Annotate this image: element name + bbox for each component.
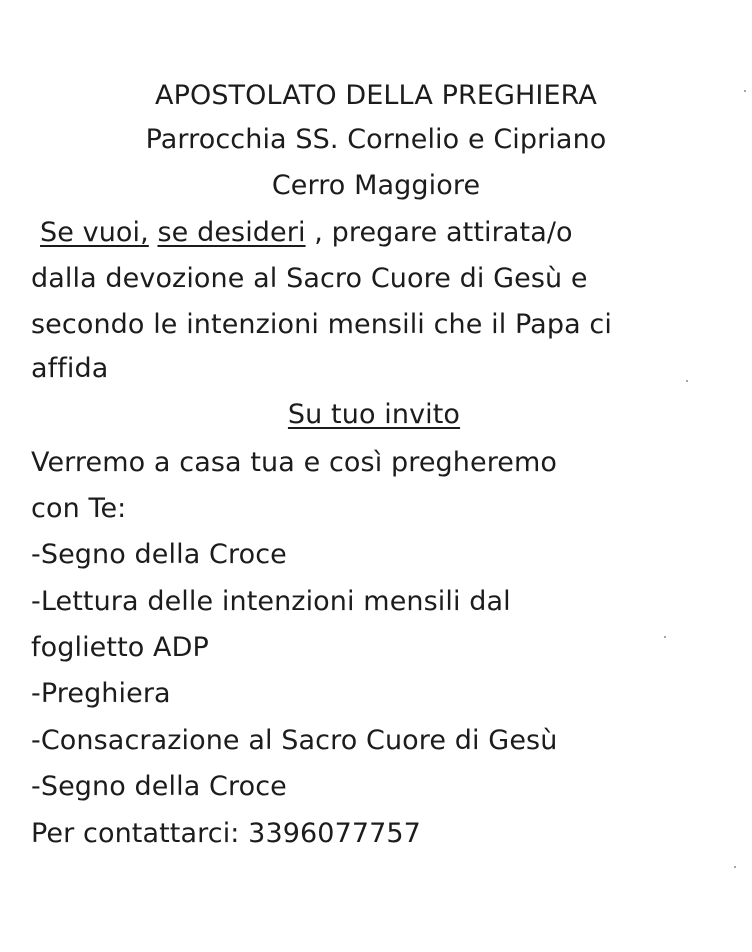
invite-line-2: con Te: [31, 493, 127, 524]
intro-underlined-phrase-1: Se vuoi, [40, 217, 149, 248]
intro-line-1 [40, 216, 573, 250]
step-item: -Preghiera [31, 678, 171, 709]
invite-line-1: Verremo a casa tua e così pregheremo [31, 447, 558, 478]
intro-line-2: dalla devozione al Sacro Cuore di Gesù e [31, 263, 588, 294]
intro-line-1-rest: , pregare attirata/o [305, 217, 573, 248]
scan-speck [664, 636, 666, 638]
scan-speck [734, 866, 736, 868]
scan-speck [744, 90, 746, 92]
invite-heading: Su tuo invito [287, 399, 461, 430]
organization-title: APOSTOLATO DELLA PREGHIERA [155, 80, 597, 111]
intro-line-4: affida [31, 353, 109, 384]
intro-underlined-phrase-2: se desideri [157, 217, 306, 248]
scan-speck [686, 380, 688, 382]
town-name: Cerro Maggiore [271, 170, 481, 201]
parish-name: Parrocchia SS. Cornelio e Cipriano [145, 124, 607, 155]
step-item-continuation: foglietto ADP [31, 632, 209, 663]
step-item: -Segno della Croce [31, 771, 287, 802]
contact-line: Per contattarci: 3396077757 [31, 818, 421, 849]
step-item: -Segno della Croce [31, 539, 287, 570]
step-item: -Consacrazione al Sacro Cuore di Gesù [31, 725, 558, 756]
intro-line-3: secondo le intenzioni mensili che il Papa ci [31, 309, 612, 340]
step-item: -Lettura delle intenzioni mensili dal [31, 586, 511, 617]
